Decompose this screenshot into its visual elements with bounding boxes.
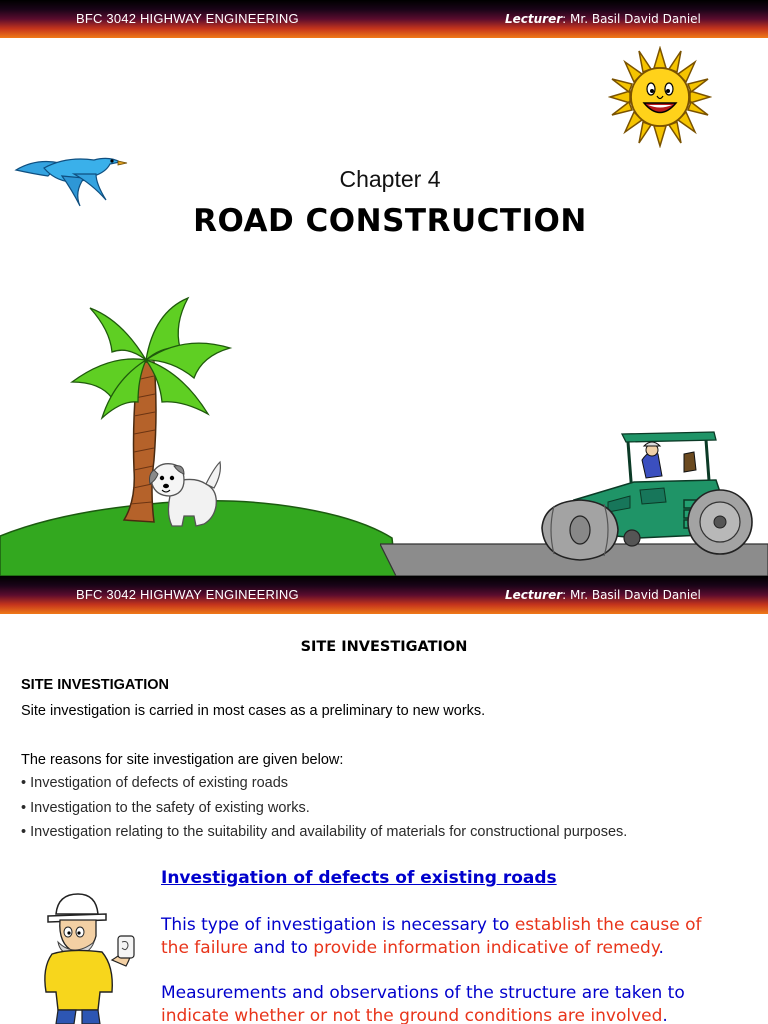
dog-icon bbox=[144, 454, 224, 530]
para1-text: and bbox=[248, 938, 291, 958]
defects-heading: Investigation of defects of existing roads bbox=[161, 868, 557, 888]
para1-emphasis: provide information indicative of remedy bbox=[313, 938, 659, 958]
course-title: BFC 3042 HIGHWAY ENGINEERING bbox=[76, 11, 299, 26]
intro-text: Site investigation is carried in most cases as a preliminary to new works. bbox=[21, 703, 486, 719]
engineer-icon bbox=[34, 892, 138, 1024]
para2-emphasis: indicate whether or not the ground conditions are involved bbox=[161, 1006, 663, 1024]
para2-text: Measurements and observations of the structure are taken to bbox=[161, 983, 685, 1003]
header-bar bbox=[0, 576, 768, 614]
lecturer-separator: : bbox=[562, 588, 567, 602]
para1-emphasis: the failure bbox=[161, 938, 249, 958]
header-bar bbox=[0, 0, 768, 38]
list-item: • Investigation of defects of existing roads bbox=[21, 775, 289, 791]
content-slide bbox=[0, 576, 768, 1024]
road-roller-icon bbox=[534, 430, 756, 576]
lecturer-label: Lecturer bbox=[505, 12, 563, 26]
investigation-paragraph bbox=[161, 914, 701, 960]
reasons-list bbox=[21, 775, 627, 849]
para2-text: . bbox=[662, 1006, 668, 1024]
para1-text: This type of investigation is necessary to bbox=[161, 915, 515, 935]
lecturer-label: Lecturer bbox=[505, 588, 563, 602]
lecturer-separator: : bbox=[562, 12, 567, 26]
lecturer-credit bbox=[505, 12, 701, 26]
section-title: SITE INVESTIGATION bbox=[300, 639, 468, 655]
chapter-number: Chapter 4 bbox=[339, 166, 441, 192]
chapter-title: ROAD CONSTRUCTION bbox=[193, 203, 587, 239]
lecturer-name: Mr. Basil David Daniel bbox=[566, 588, 701, 602]
course-title: BFC 3042 HIGHWAY ENGINEERING bbox=[76, 587, 299, 602]
para1-emphasis: establish the cause of bbox=[514, 915, 702, 935]
lecturer-name: Mr. Basil David Daniel bbox=[566, 12, 701, 26]
lecturer-credit bbox=[505, 588, 701, 602]
list-item: • Investigation to the safety of existing works. bbox=[21, 799, 310, 816]
measurements-paragraph bbox=[161, 982, 685, 1024]
para1-text: . bbox=[658, 938, 664, 958]
list-item: • Investigation relating to the suitability and availability of materials for constructional purposes. bbox=[21, 824, 628, 840]
sub-heading: SITE INVESTIGATION bbox=[21, 677, 169, 693]
reasons-intro: The reasons for site investigation are given below: bbox=[21, 752, 344, 768]
para1-text: to bbox=[290, 938, 314, 958]
sun-icon bbox=[608, 46, 712, 148]
